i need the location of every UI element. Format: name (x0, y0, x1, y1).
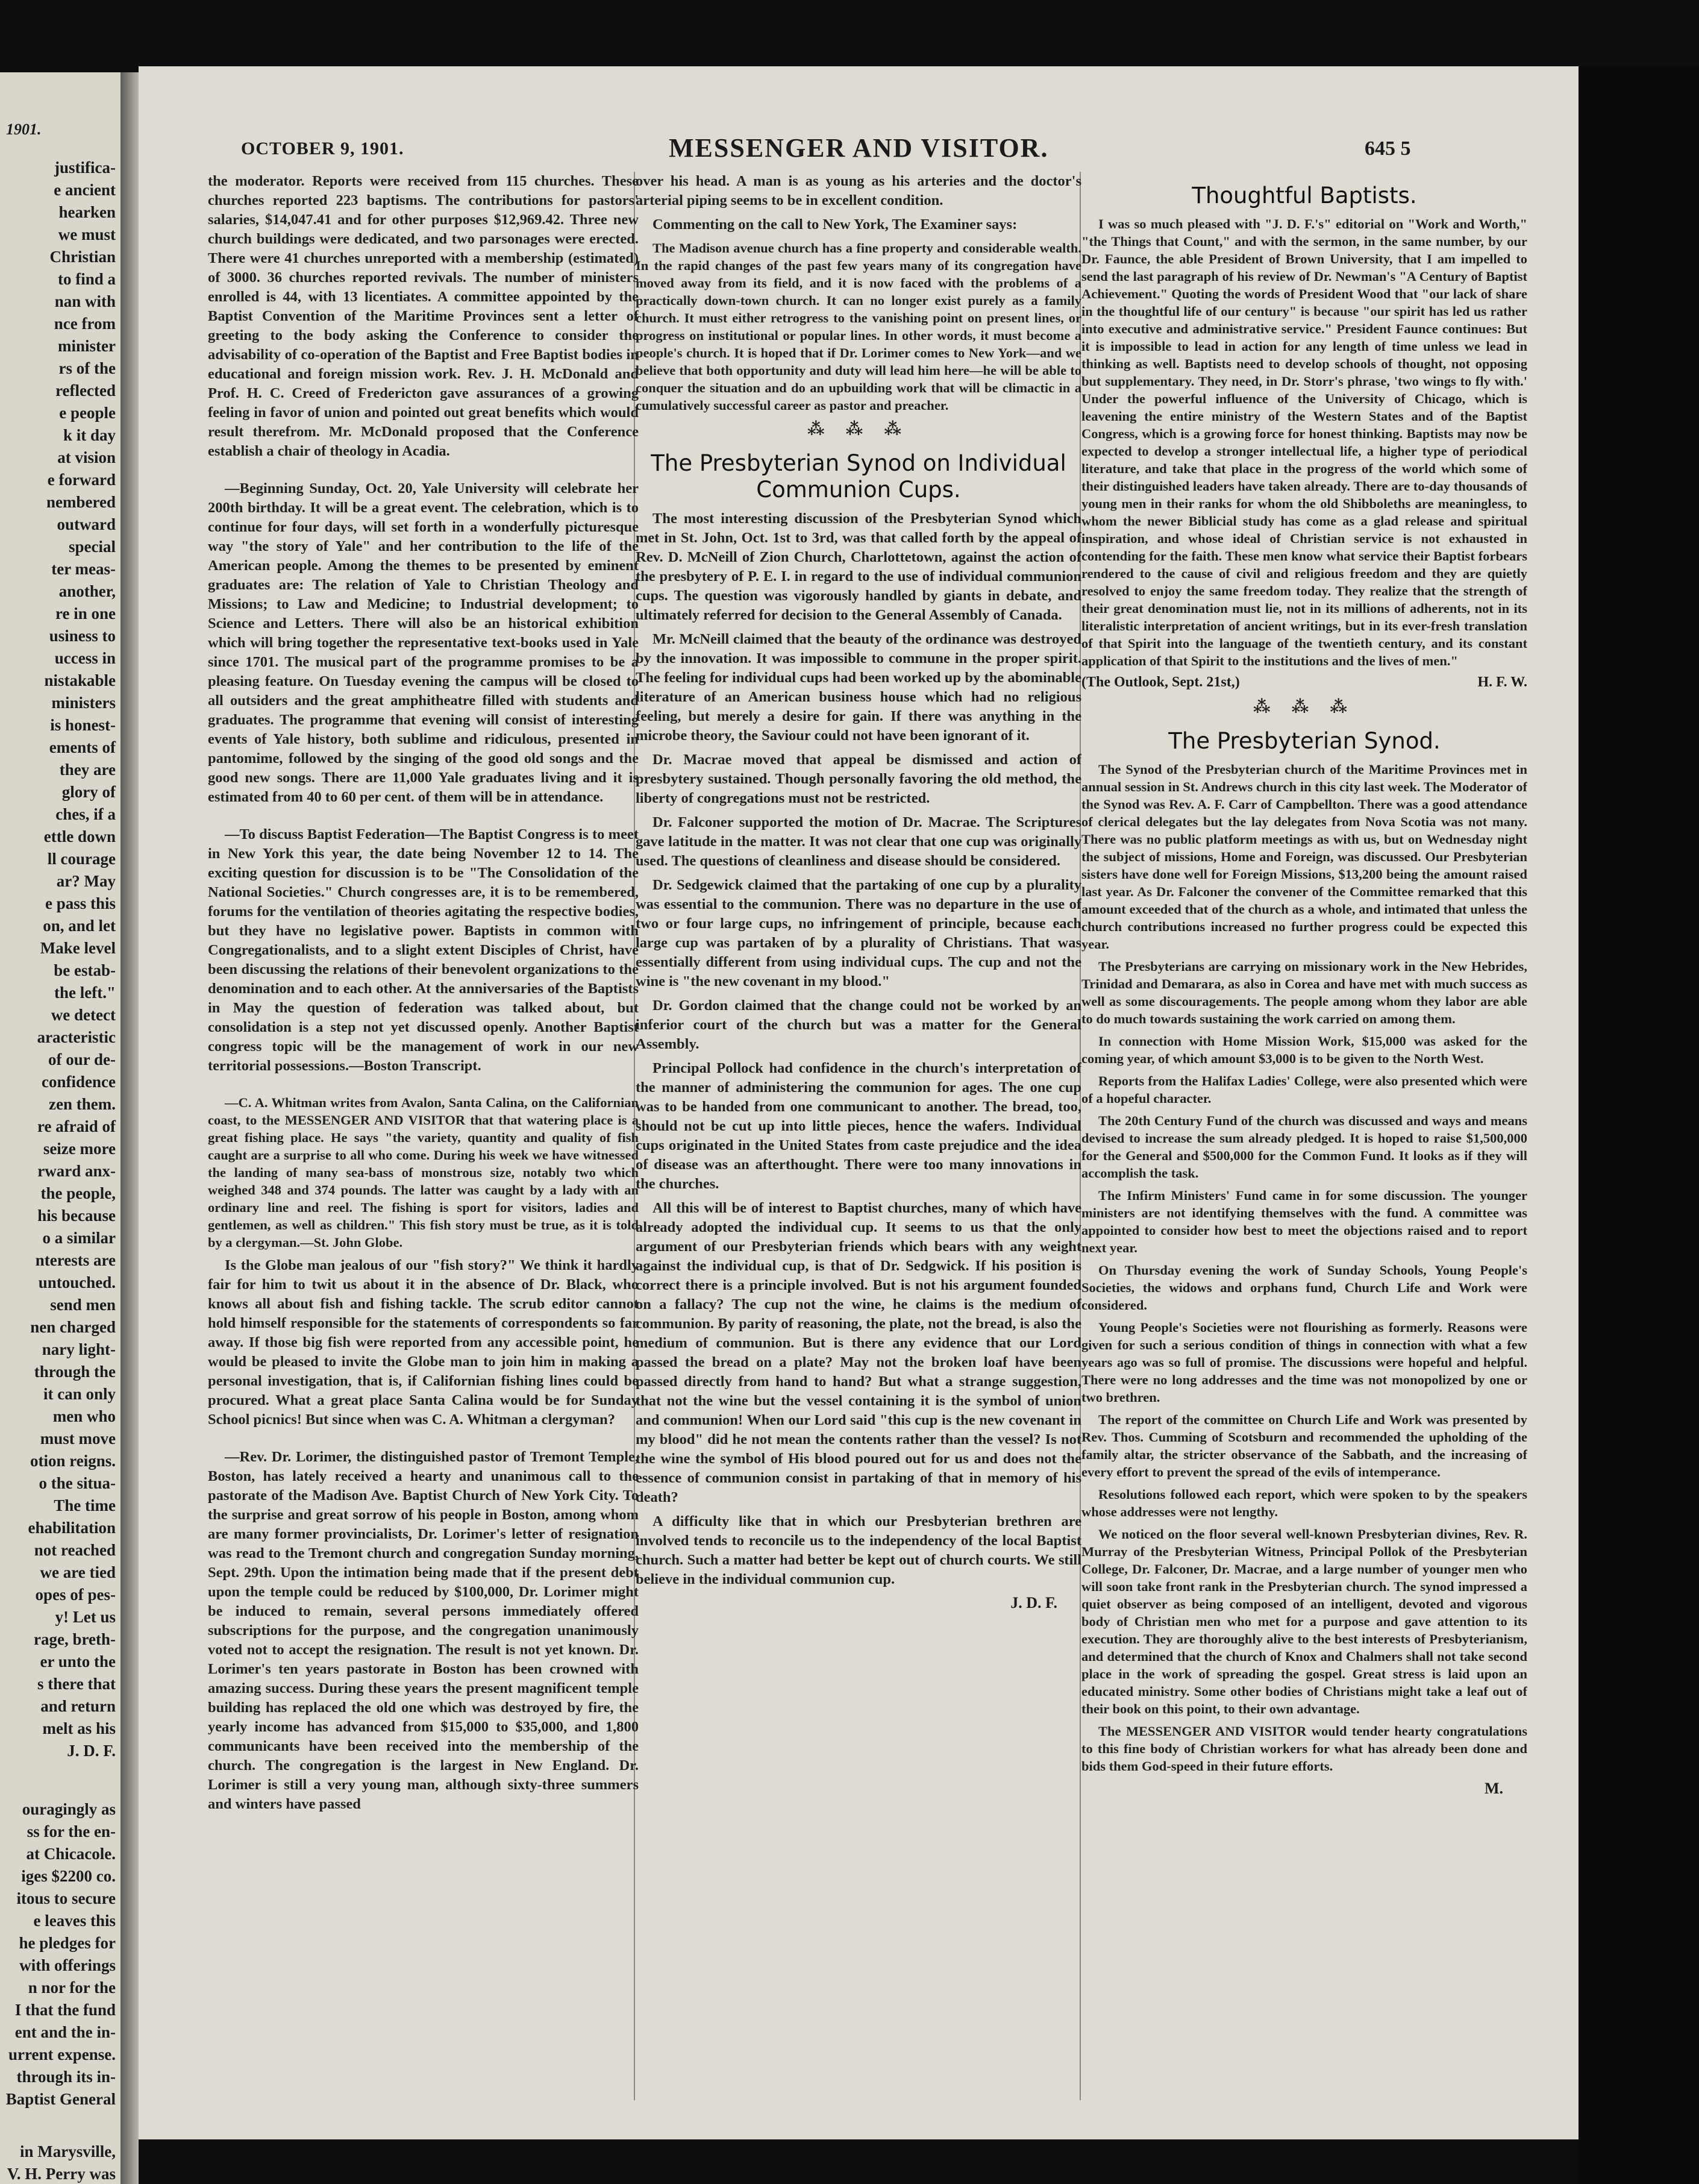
page-gutter (120, 72, 139, 2184)
previous-page-line: ar? May (56, 872, 116, 890)
pollock-paragraph: Principal Pollock had confidence in the church's interpretation of the manner of administering the communion for ages. The one cup was to be handed from one communicant to another. The bread, too, should not be cut up into little pieces, hence the wafers. Individual cups originated in the United States from caste prejudice and the idea of disease was an afterthought. There were too many innovations in the churches. (636, 1060, 1081, 1192)
previous-page-line: aracteristic (37, 1028, 116, 1046)
previous-page-line: ements of (49, 738, 116, 756)
previous-page-line: at vision (57, 448, 116, 466)
previous-page-line: nce from (54, 315, 116, 333)
previous-page-line: ettle down (43, 827, 116, 846)
previous-page-line: ministers (51, 694, 116, 712)
synod-session-paragraph: The Synod of the Presbyterian church of the Maritime Provinces met in annual session in St. Andrews church in this city last week. The Moderator of the Synod was Rev. A. F. Carr of Campbellton. There was a good attendance of clerical delegates but the lay delegates from Nova Scotia was not many. There was no public platform meetings as with us, but on Wednesday night the subject of missions, Home and Foreign, was discussed. Our Presbyterian sisters have done well for Foreign Missions, $13,200 being the amount raised last year. As Dr. Falconer the convener of the Committee remarked that this amount exceeded that of the church as a whole, and intimated that unless the church contributions increased no further progress could be expected this year. (1081, 762, 1527, 952)
previous-page-line: seize more (43, 1140, 116, 1158)
article-signature: M. (1484, 1780, 1503, 1797)
previous-page-line: er unto the (40, 1652, 116, 1671)
previous-page-line: Baptist General (5, 2090, 116, 2108)
previous-page-line: V. H. Perry was (7, 2165, 116, 2183)
previous-page-line: k it day (63, 426, 116, 444)
previous-page-line: be estab- (54, 961, 116, 979)
previous-page-line: ouragingly as (22, 1800, 116, 1818)
previous-page-line: minister (58, 337, 116, 355)
previous-page-strip (0, 72, 120, 2184)
previous-page-line: is honest- (50, 716, 116, 734)
column-right (1081, 172, 1527, 2118)
author-initials: H. F. W. (1477, 674, 1527, 690)
previous-page-line: with offerings (19, 1956, 116, 1974)
previous-page-line: at Chicacole. (26, 1845, 116, 1863)
column-left (208, 172, 639, 2118)
previous-page-line: e forward (47, 471, 116, 489)
previous-page-line: usiness to (49, 627, 116, 645)
previous-page-line: untouched. (38, 1273, 116, 1291)
previous-page-line: ent and the in- (14, 2023, 116, 2041)
previous-page-line: ss for the en- (27, 1822, 116, 1840)
falconer-paragraph: Dr. Falconer supported the motion of Dr. Macrae. The Scriptures gave latitude in the matter. It was not clear that one cup was originally used. The questions of cleanliness and disease should be considered. (636, 814, 1081, 869)
article-heading-communion-cups: The Presbyterian Synod on Individual Communion Cups. (651, 450, 1066, 503)
previous-page-line: n nor for the (28, 1978, 116, 1997)
previous-page-line: uccess in (54, 649, 116, 667)
previous-page-line: rward anx- (37, 1162, 116, 1180)
previous-page-line: s there that (37, 1675, 116, 1693)
baptist-interest-paragraph: All this will be of interest to Baptist churches, many of which have already adopted the individual cup. It seems to us that the only argument of our Presbyterian friends which bears with any weight against the individual cup, is that of Dr. Sedgwick. If his position is correct there is a principle involved. But is not his argument founded on a fallacy? The cup not the wine, he claims is the medium of communion. By parity of reasoning, the plate, not the bread, is also the medium of communion. But is there any evidence that our Lord passed the bread on a plate? May not the broken loaf have been passed directly from hand to hand? But what a strange suggestion, that not the wine but the vessel containing it is the symbol of union and communion! When our Lord said "this cup is the new covenant in my blood" did he not mean the contents rather than the vessel? Is not the wine the symbol of His blood poured out for us and does not the essence of communion consist in partaking of that in memory of his death? (636, 1200, 1081, 1505)
article-heading-presbyterian-synod: The Presbyterian Synod. (1168, 728, 1441, 754)
previous-page-line: outward (57, 515, 116, 533)
previous-page-line: nistakable (44, 671, 116, 689)
previous-page-line: must move (40, 1429, 116, 1448)
newspaper-page (139, 66, 1579, 2139)
previous-page-line: opes of pes- (35, 1586, 116, 1604)
previous-page-line: e ancient (54, 181, 116, 199)
page-number: 645 5 (1365, 137, 1411, 160)
previous-page-line: in Marysville, (20, 2142, 116, 2160)
previous-page-line: y! Let us (55, 1608, 116, 1626)
whitman-fishing-paragraph: —C. A. Whitman writes from Avalon, Santa Calina, on the Californian coast, to the MESSENGER AND VISITOR that that watering place is a great fishing place. He says "the variety, quantity and quality of fish caught are a surprise to all who come. During his week we have witnessed the landing of many sea-bass of monstrous size, notably two which weighed 348 and 374 pounds. The latter was caught by a lady with an ordinary line and reel. The fishing is sport for visitors, ladies and gentlemen, as well as children." This fish story must be true, as it is told by a clergyman.—St. John Globe. (208, 1095, 639, 1250)
previous-page-line: on, and let (43, 917, 116, 935)
previous-page-line: e leaves this (33, 1912, 116, 1930)
century-fund-paragraph: The 20th Century Fund of the church was discussed and ways and means devised to increase the sum already pledged. It is hoped to raise $1,500,000 for the General and $500,000 for the Common Fund. It looks as if they will accomplish the task. (1081, 1113, 1527, 1181)
previous-page-line: hearken (58, 203, 116, 221)
baptist-federation-paragraph: —To discuss Baptist Federation—The Baptist Congress is to meet in New York this year, the date being November 12 to 14. The exciting question for discussion is to be "The Consolidation of the National Societies." Church congresses are, it is to be remembered, forums for the ventilation of theories agitating the respective bodies, but they have no legislative power. Baptists in common with Congregationalists, and to a slight extent Disciples of Christ, have been discussing the relations of their benevolent organizations to the denomination and to each other. At the anniversaries of the Baptists in May the question of federation was talked about, but consolidation is a step not yet discussed openly. Another Baptist congress topic will be the management of work in our new territorial possessions.—Boston Transcript. (208, 826, 639, 1074)
ladies-college-paragraph: Reports from the Halifax Ladies' College, were also presented which were of a hopeful character. (1081, 1073, 1527, 1106)
previous-page-line: itous to secure (16, 1889, 116, 1907)
missionary-work-paragraph: The Presbyterians are carrying on missionary work in the New Hebrides, Trinidad and Demarara, as also in Corea and have met with much success as well as some discouragements. The people among whom they labor are able to do much towards sustaining the work carried on among them. (1081, 959, 1527, 1026)
resolutions-paragraph: Resolutions followed each report, which were spoken to by the speakers whose addresses were not lengthy. (1081, 1487, 1527, 1519)
article-signature: J. D. F. (1010, 1594, 1057, 1611)
previous-page-line: he pledges for (19, 1934, 116, 1952)
previous-page-line: Christian (49, 248, 116, 266)
previous-page-line: of our de- (48, 1050, 116, 1068)
previous-page-line: ter meas- (51, 560, 116, 578)
previous-page-line: the people, (40, 1184, 116, 1202)
previous-page-line: another, (58, 582, 116, 600)
previous-page-line: rs of the (58, 359, 116, 377)
infirm-ministers-paragraph: The Infirm Ministers' Fund came in for some discussion. The younger ministers are not identifying themselves with the fund. A committee was appointed to consider how best to meet the objections raised and to report next year. (1081, 1188, 1527, 1255)
article-heading-thoughtful-baptists: Thoughtful Baptists. (1192, 183, 1417, 209)
previous-page-line: not reached (34, 1541, 116, 1559)
previous-page-line: men who (52, 1407, 116, 1425)
previous-page-line: zen them. (49, 1095, 116, 1113)
home-mission-paragraph: In connection with Home Mission Work, $15,000 was asked for the coming year, of which amount $3,000 is to be given to the North West. (1081, 1034, 1527, 1066)
running-head (139, 133, 1579, 169)
citation-row (1081, 674, 1527, 691)
examiner-quote-paragraph: The Madison avenue church has a fine property and considerable wealth. In the rapid changes of the past few years many of its congregation have moved away from its field, and it is now faced with the problems of a practically down-town church. It can no longer exist purely as a family church. It must either retrogress to the vanishing point on present lines, or progress on institutional or popular lines. In other words, it must become a people's church. It is hoped that if Dr. Lorimer comes to New York—and we believe that both opportunity and duty will lead him here—he will be able to conquer the situation and do an upbuilding work that will be climactic in a cumulatively successful career as pastor and preacher. (636, 240, 1081, 413)
previous-page-line: e pass this (45, 894, 116, 912)
previous-page-line: his because (37, 1207, 116, 1225)
previous-page-line: ehabilitation (28, 1519, 116, 1537)
previous-page-line: otion reigns. (30, 1452, 116, 1470)
previous-page-year: 1901. (6, 121, 42, 138)
difficulty-paragraph: A difficulty like that in which our Presbyterian brethren are involved tends to reconcile us to the independency of the local Baptist church. Such a matter had better be kept out of church courts. We still believe in the individual communion cup. (636, 1513, 1081, 1587)
previous-page-line: confidence (42, 1073, 116, 1091)
previous-page-line: we must (58, 225, 116, 243)
previous-page-line: re afraid of (37, 1117, 116, 1135)
sunday-schools-paragraph: On Thursday evening the work of Sunday Schools, Young People's Societies, the widows and orphans fund, Church Life and Work were considered. (1081, 1263, 1527, 1313)
previous-page-line: re in one (55, 604, 116, 623)
previous-page-line: I that the fund (14, 2001, 116, 2019)
previous-page-line: through the (34, 1363, 116, 1381)
previous-page-line: and return (40, 1697, 116, 1715)
church-life-paragraph: The report of the committee on Church Life and Work was presented by Rev. Thos. Cumming of Scotsburn and recommended the upholding of the family altar, the stricter observance of the Sabbath, and the increasing of every effort to prevent the spread of the evils of intemperance. (1081, 1412, 1527, 1480)
previous-page-line: through its in- (16, 2068, 116, 2086)
previous-page-line: Make level (40, 939, 116, 957)
previous-page-line: The time (54, 1496, 116, 1514)
masthead-title: MESSENGER AND VISITOR. (669, 133, 1049, 163)
previous-page-line: we are tied (40, 1563, 116, 1581)
lorimer-continued-paragraph: over his head. A man is as young as his arteries and the doctor's arterial piping seems to be in excellent condition. (636, 173, 1081, 209)
previous-page-line: ll courage (47, 850, 116, 868)
previous-page-line: justifica- (54, 158, 116, 177)
mcneill-paragraph: Mr. McNeill claimed that the beauty of the ordinance was destroyed by the innovation. It was impossible to commune in the proper spirit. The feeling for individual cups had been worked up by the abominable literature of an American business house which had no religious feeling, but merely a desire for gain. If there was anything in the microbe theory, the Saviour could not have been ignorant of it. (636, 631, 1081, 744)
synod-discussion-paragraph: The most interesting discussion of the Presbyterian Synod which met in St. John, Oct. 1st to 3rd, was that called forth by the appeal of Rev. D. McNeill of Zion Church, Charlottetown, against the action of the presbytery of P. E. I. in regard to the use of individual communion cups. The question was vigorously handled by giants in debate, and ultimately referred for decision to the General Assembly of Canada. (636, 510, 1081, 623)
globe-fish-story-paragraph: Is the Globe man jealous of our "fish story?" We think it hardly fair for him to twit us about it in the absence of Dr. Black, who knows all about fish and fishing tackle. The scrub editor cannot hold himself responsible for the statements of correspondents so far away. If those big fish were reported from any accessible point, he would be pleased to invite the Globe man to join him in making a personal investigation, that is, if Californian fishing lines could be procured. What a great place Santa Calina would be for Sunday School picnics! But since when was C. A. Whitman a clergyman? (208, 1257, 639, 1428)
column-middle (636, 172, 1081, 2118)
section-ornament: ⁂ ⁂ ⁂ (1253, 698, 1356, 717)
previous-page-line: nary light- (42, 1340, 116, 1358)
thoughtful-baptists-paragraph: I was so much pleased with "J. D. F.'s" editorial on "Work and Worth," "the Things that Count," and with the sermon, in the same number, by our Dr. Faunce, the able President of Brown University, that I am impelled to send the last paragraph of his review of Dr. Newman's "A Century of Baptist Achievement." Quoting the words of President Wood that "our lack of share in the thoughtful life of our century" is because "our spirit has led us rather into executive and administrative service." President Faunce continues: But it is impossible to lead in action for any length of time unless we lead in thinking as well. Baptists need to develop schools of thought, not opposing but supplementary. They need, in Dr. Storr's phrase, 'two wings to fly with.' Under the powerful influence of the University of Chicago, which is leavening the entire ministry of the Western States and of the Baptist Congress, which is a growing force for honest thinking. Baptists may now be expected to develop a stronger intellectual life, a higher type of periodical literature, and take that place in the progress of the world which some of their distinguished leaders have taken already. There are to-day thousands of young men in their ranks for whom the old Shibboleths are meaningless, to whom the newer Biblicial study has come as a glad release and spiritual inspiration, and whose ideal of Christian service is not exhausted in contending for the faith. These men know what service their Baptist forbears rendered to the cause of civil and religious freedom and they are quietly resolved to enjoy the same freedom today. They realize that the strength of their great denomination must lie, not in its millions of adherents, not in its literalistic interpretation of ancient writings, but in its ever-fresh translation of that Spirit into the language of the twentieth century, and its constant application of that Spirit to the institutions and the lives of men." (1081, 216, 1527, 668)
moderator-report-paragraph: the moderator. Reports were received from 115 churches. These churches reported 223 baptisms. The contributions for pastors' salaries, $14,047.41 and for other purposes $12,969.42. Three new church buildings were dedicated, and two parsonages were erected. There were 41 churches unreported with a membership (estimated) of 3000. 36 churches reported revivals. The number of ministers enrolled is 44, with 13 licentiates. A committee appointed by the Baptist Convention of the Maritime Provinces sent a letter of greeting to the body asking the Conference to consider the advisability of co-operation of the Baptist and Free Baptist bodies in educational and foreign mission work. Rev. J. H. McDonald and Prof. H. C. Creed of Fredericton gave assurances of a growing feeling in favor of union and pointed out great benefits which would result therefrom. Mr. McDonald proposed that the Conference establish a chair of theology in Acadia. (208, 173, 639, 459)
previous-page-line: nembered (46, 493, 116, 511)
previous-page-line: o the situa- (39, 1474, 116, 1492)
previous-page-line: they are (59, 761, 116, 779)
sedgewick-paragraph: Dr. Sedgewick claimed that the partaking of one cup by a plurality was essential to the communion. There was no departure in the use of two or four large cups, no infringement of principle, because each large cup was partaken of by a plurality of Christians. That was essentially different from using individual cups. The cup and not the wine is "the new covenant in my blood." (636, 877, 1081, 990)
previous-page-line: to find a (57, 270, 116, 288)
previous-page-line: o a similar (42, 1229, 116, 1247)
previous-page-line: we detect (51, 1006, 116, 1024)
previous-page-line: urrent expense. (8, 2045, 116, 2063)
previous-page-line: glory of (61, 783, 116, 801)
gordon-paragraph: Dr. Gordon claimed that the change could not be worked by an inferior court of the church but was a matter for the General Assembly. (636, 997, 1081, 1052)
previous-page-line: melt as his (42, 1719, 116, 1737)
lorimer-call-paragraph: —Rev. Dr. Lorimer, the distinguished pastor of Tremont Temple, Boston, has lately received a hearty and unanimous call to the pastorate of the Madison Ave. Baptist Church of New York City. To the surprise and great sorrow of his people in Boston, among whom are many former provincialists, Dr. Lorimer's letter of resignation was read to the Tremont church and congregation Sunday morning, Sept. 29th. Upon the intimation being made that if the present debt upon the temple could be reduced by $100,000, Dr. Lorimer might be induced to remain, several persons immediately offered subscriptions for the purpose, and the congregation unanimously voted not to accept the resignation. The result is not yet known. Dr. Lorimer's ten years pastorate in Boston has been crowned with amazing success. During these years the present magnificent temple building has replaced the old one which was destroyed by fire, the yearly income has advanced from $15,000 to $35,000, and 1,800 communicants have been received into the membership of the church. The congregation is the largest in New England. Dr. Lorimer is still a very young man, although sixty-three summers and winters have passed (208, 1449, 639, 1812)
scan-border (1579, 66, 1699, 2184)
previous-page-line: nen charged (30, 1318, 116, 1336)
previous-page-line: ches, if a (55, 805, 116, 823)
previous-page-line: the left." (54, 984, 116, 1002)
previous-page-line: reflected (55, 381, 116, 400)
issue-date: OCTOBER 9, 1901. (241, 139, 404, 158)
macrae-paragraph: Dr. Macrae moved that appeal be dismissed and action of presbytery sustained. Though personally favoring the old method, the liberty of congregations must not be restricted. (636, 752, 1081, 806)
previous-page-line: send men (50, 1296, 116, 1314)
previous-page-line: J. D. F. (67, 1742, 116, 1760)
previous-page-line: e people (59, 404, 116, 422)
section-ornament: ⁂ ⁂ ⁂ (807, 420, 910, 439)
congratulations-paragraph: The MESSENGER AND VISITOR would tender hearty congratulations to this fine body of Christian workers for what has already been done and bids them God-speed in their future efforts. (1081, 1724, 1527, 1774)
young-peoples-paragraph: Young People's Societies were not flourishing as formerly. Reasons were given for such a serious condition of things in connection with what a few years ago was so full of promise. The discussions were hopeful and helpful. There were no long addresses and the time was not monopolized by one or two brethren. (1081, 1320, 1527, 1405)
previous-page-line: special (69, 538, 116, 556)
examiner-intro-paragraph: Commenting on the call to New York, The Examiner says: (652, 216, 1018, 233)
yale-anniversary-paragraph: —Beginning Sunday, Oct. 20, Yale University will celebrate her 200th birthday. It will be a great event. The celebration, which is to continue for four days, will set forth in a wonderfully picturesque way "the story of Yale" and her contribution to the life of the American people. Among the themes to be presented by eminent graduates are: The relation of Yale to Christian Theology and Missions; to Law and Medicine; to Industrial development; to Science and Letters. There will also be an historical exhibition which will bring together the representative text-books used in Yale since 1701. The musical part of the programme promises to be a pleasing feature. On Tuesday evening the campus will be closed to all outsiders and the great amphitheatre filled with students and graduates. The programme that evening will consist of interesting events of Yale history, both sublime and ridiculous, presented in pantomime, followed by the singing of the good old songs and the good new songs. There are 11,000 Yale graduates living and it is estimated from 40 to 60 per cent. of them will be in attendance. (208, 480, 639, 805)
previous-page-line: nterests are (35, 1251, 116, 1269)
divines-paragraph: We noticed on the floor several well-known Presbyterian divines, Rev. R. Murray of the Presbyterian Witness, Principal Pollok of the Presbyterian College, Dr. Falconer, Dr. Macrae, and a large number of younger men who will soon take front rank in the Presbyterian church. The synod impressed a quiet observer as being composed of an intelligent, devoted and vigorous body of Christian men who met for a purpose and gave attention to its execution. They are thoroughly alive to the best interests of Presbyterianism, and determined that the church of Knox and Chalmers shall not take second place in the work of spreading the gospel. Great stress is laid upon an educated ministry. Some other bodies of Christians might take a leaf out of their book on this point, to their own advantage. (1081, 1527, 1527, 1716)
outlook-citation: (The Outlook, Sept. 21st,) (1081, 674, 1240, 690)
previous-page-line: it can only (43, 1385, 116, 1403)
previous-page-line: iges $2200 co. (21, 1867, 116, 1885)
previous-page-line: rage, breth- (34, 1630, 116, 1648)
previous-page-line: nan with (54, 292, 116, 310)
